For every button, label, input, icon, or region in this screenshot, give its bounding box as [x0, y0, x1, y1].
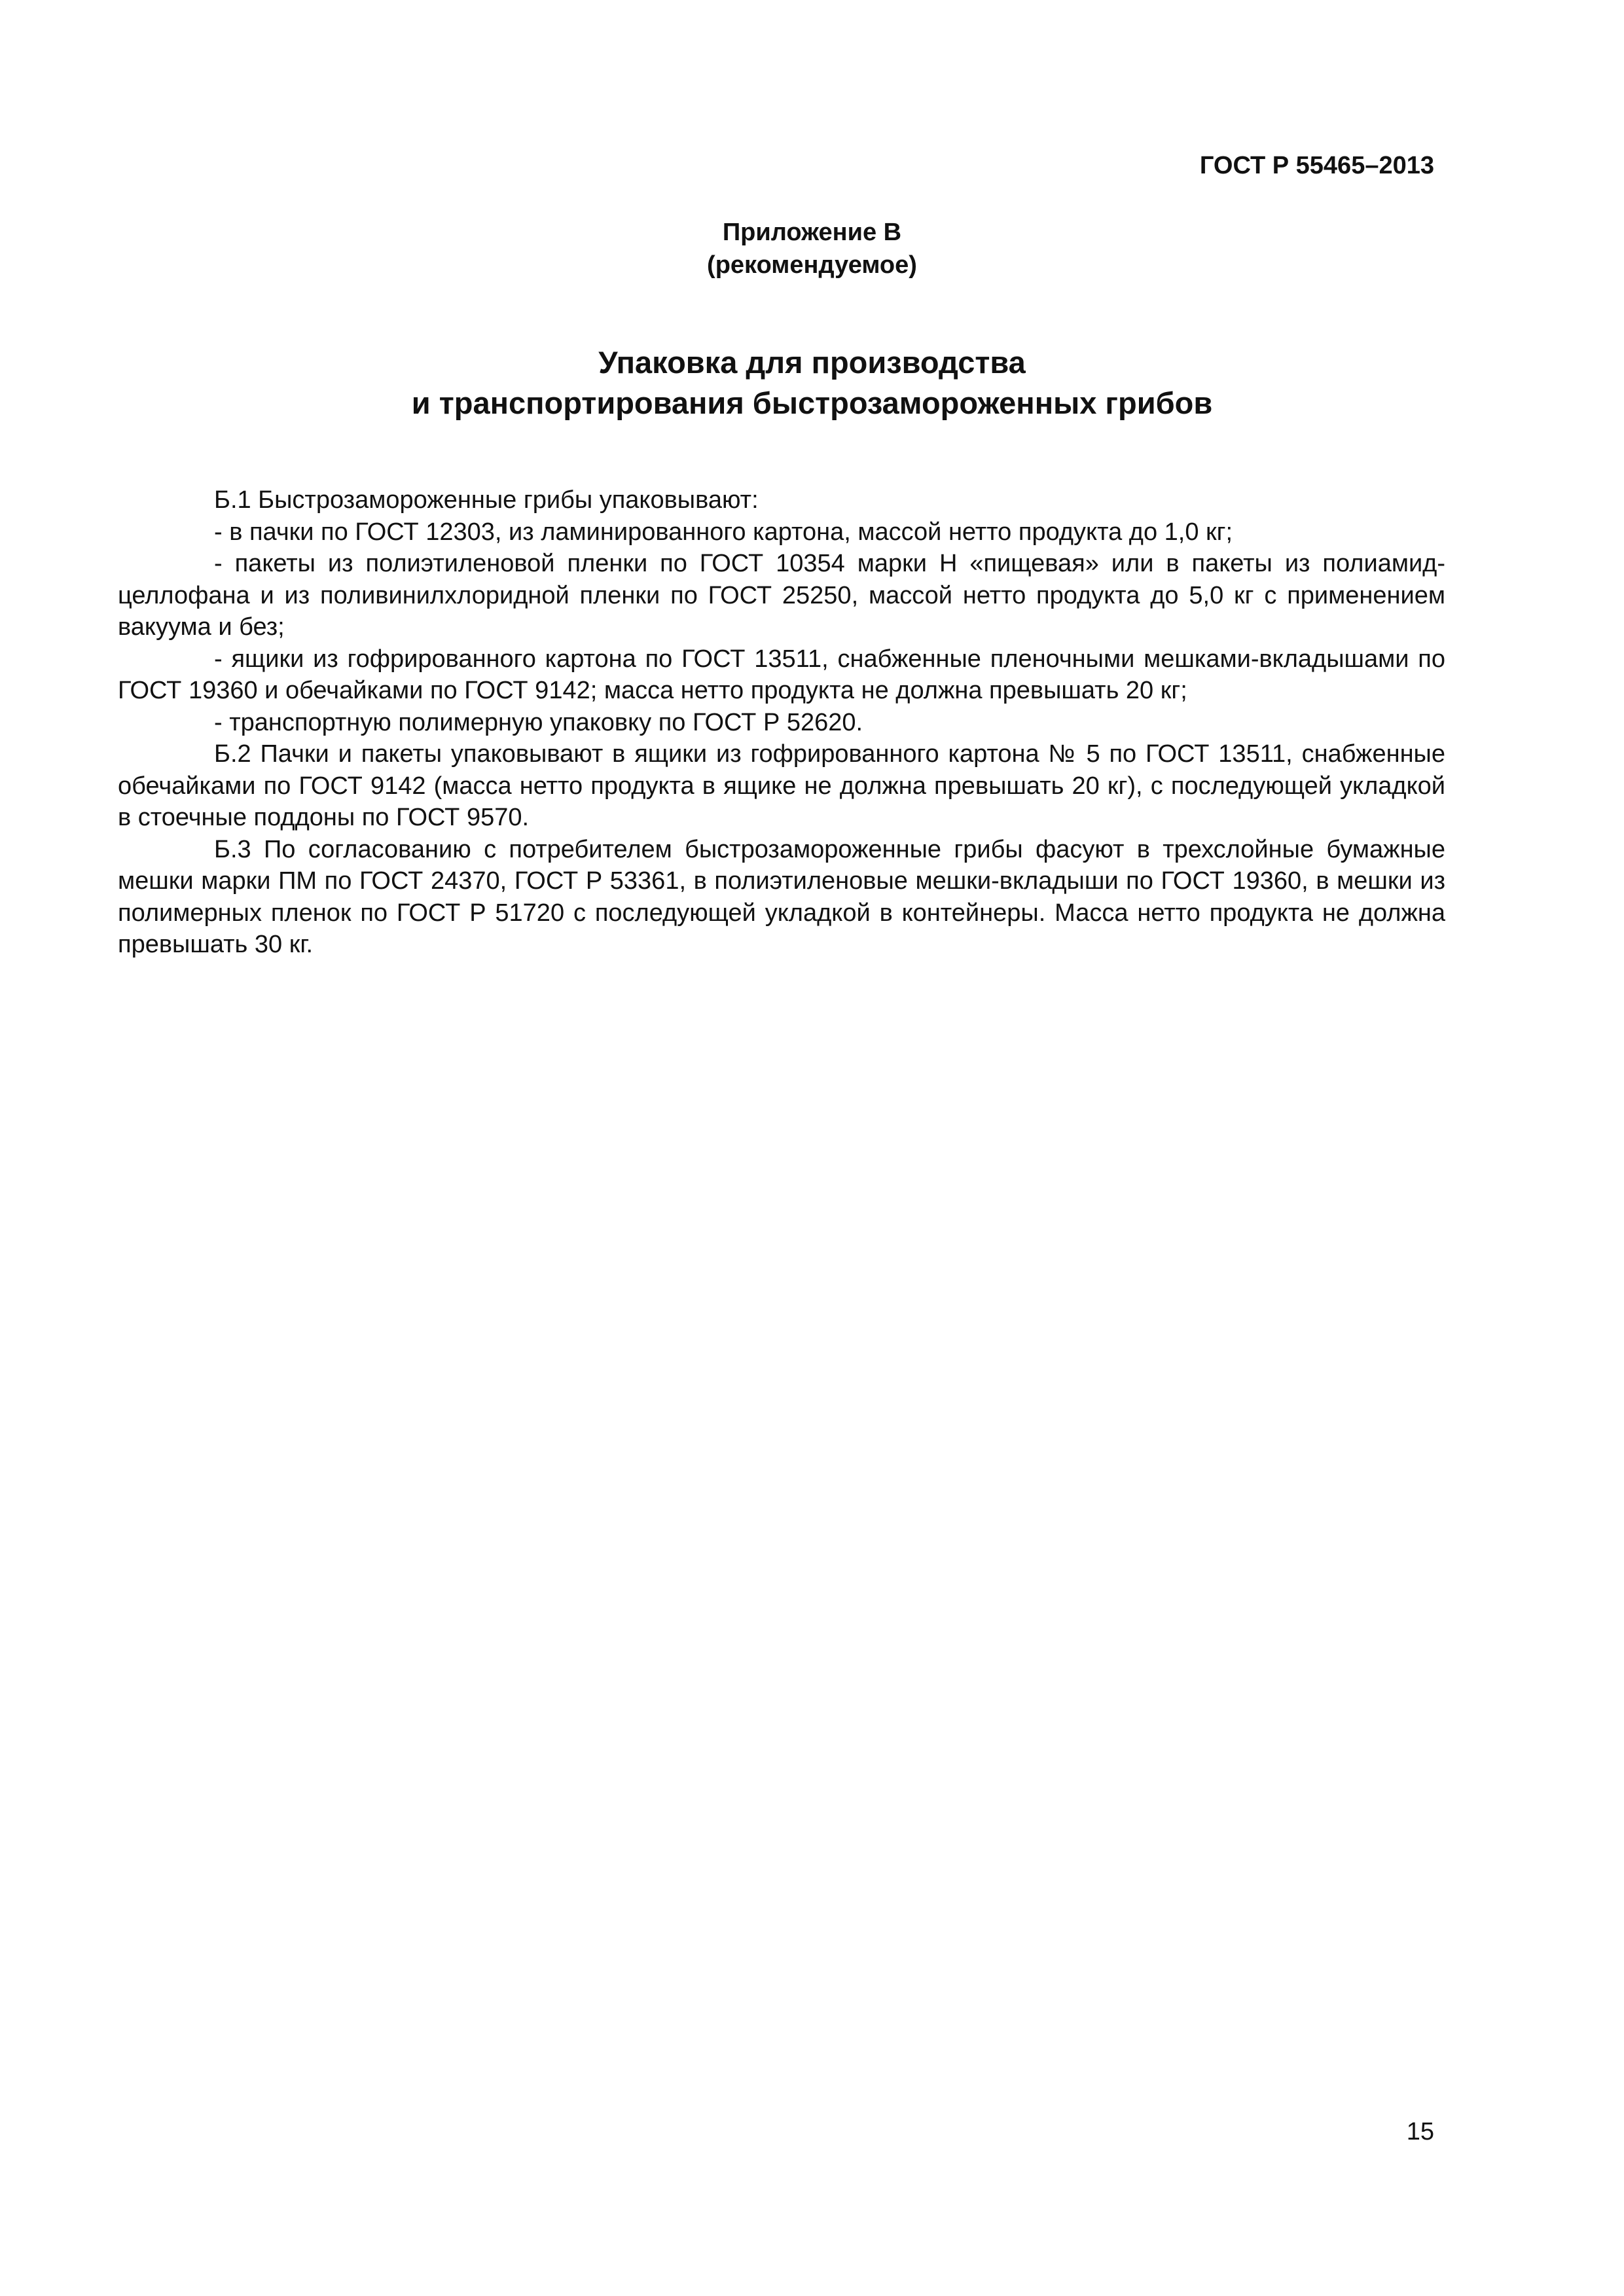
list-item-packs: - в пачки по ГОСТ 12303, из ламинированного картона, массой нетто продукта до 1,0 кг; — [214, 518, 1233, 546]
page-number: 15 — [1406, 2118, 1434, 2145]
appendix-status: (рекомендуемое) — [707, 251, 917, 279]
appendix-heading — [0, 216, 1624, 281]
body-text — [118, 484, 1445, 961]
document-code: ГОСТ Р 55465–2013 — [1199, 152, 1434, 179]
paragraph-b3: Б.3 По согласованию с потребителем быстрозамороженные грибы фасуют в трехслойные бумажные мешки марки ПМ по ГОСТ 24370, ГОСТ Р 53361, в полиэтиленовые мешки-вкладыши по ГОСТ 19360, в мешки из полимерных пленок по ГОСТ Р 51720 с последующей укладкой в контейнеры. Масса нетто продукта не должна превышать 30 кг. — [118, 835, 1445, 958]
list-item-boxes: - ящики из гофрированного картона по ГОСТ 13511, снабженные пленочными мешками-вкладышами по ГОСТ 19360 и обечайками по ГОСТ 9142; масса нетто продукта не должна превышать 20 кг; — [118, 645, 1445, 704]
list-item-transport-packaging: - транспортную полимерную упаковку по ГОСТ Р 52620. — [214, 708, 863, 736]
paragraph-b1-intro: Б.1 Быстрозамороженные грибы упаковывают: — [214, 486, 759, 514]
section-title-line-2: и транспортирования быстрозамороженных грибов — [411, 386, 1213, 420]
section-title — [0, 342, 1624, 423]
paragraph-b2: Б.2 Пачки и пакеты упаковывают в ящики из гофрированного картона № 5 по ГОСТ 13511, снабженные обечайками по ГОСТ 9142 (масса нетто продукта в ящике не должна превышать 20 кг), с последующей укладкой в стоечные поддоны по ГОСТ 9570. — [118, 740, 1445, 831]
list-item-bags: - пакеты из полиэтиленовой пленки по ГОСТ 10354 марки Н «пищевая» или в пакеты из полиамид-целлофана и из поливинилхлоридной пленки по ГОСТ 25250, массой нетто продукта до 5,0 кг с применением вакуума и без; — [118, 550, 1445, 641]
section-title-line-1: Упаковка для производства — [598, 345, 1026, 380]
appendix-label: Приложение В — [722, 219, 902, 246]
